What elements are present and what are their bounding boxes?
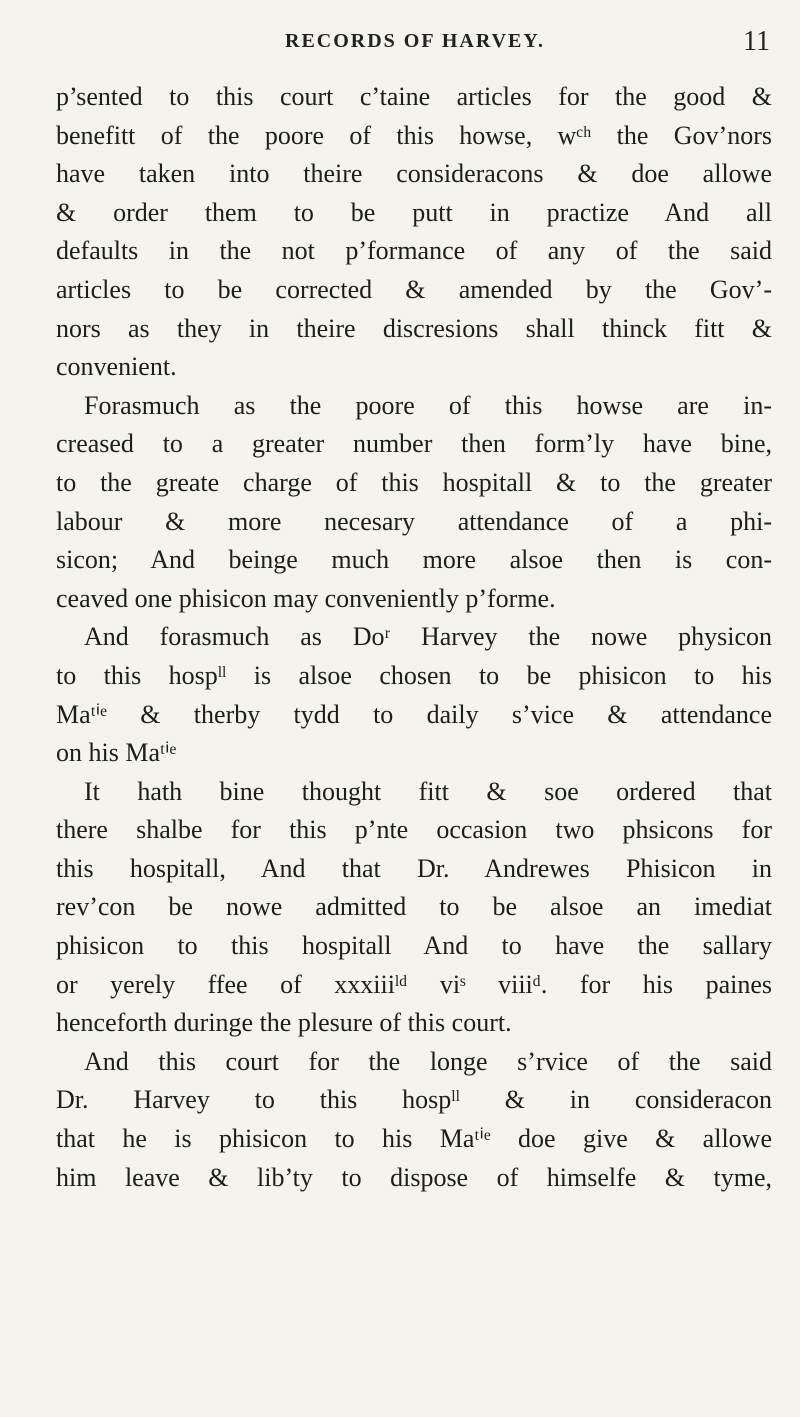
text-line: rev’con be nowe admitted to be alsoe an imediat bbox=[56, 892, 772, 922]
text-line: Maᵗⁱᵉ & therby tydd to daily s’vice & attendance bbox=[56, 699, 772, 729]
body-text bbox=[56, 78, 772, 1197]
text-line: benefitt of the poore of this howse, wᶜʰ the Gov’nors bbox=[56, 120, 772, 150]
running-head bbox=[60, 24, 770, 64]
text-line: defaults in the not p’formance of any of the said bbox=[56, 236, 772, 266]
text-line: Dr. Harvey to this hospˡˡ & in consideracon bbox=[56, 1085, 772, 1115]
text-line: nors as they in theire discresions shall thinck fitt & bbox=[56, 313, 772, 343]
text-line: to the greate charge of this hospitall & to the greater bbox=[56, 467, 772, 497]
text-line: & order them to be putt in practize And all bbox=[56, 197, 772, 227]
text-line: articles to be corrected & amended by the Gov’- bbox=[56, 274, 772, 304]
text-line: henceforth duringe the plesure of this court. bbox=[56, 1008, 512, 1038]
text-line: Forasmuch as the poore of this howse are in- bbox=[84, 390, 772, 420]
running-title: RECORDS OF HARVEY. bbox=[285, 30, 545, 52]
text-line: p’sented to this court c’taine articles for the good & bbox=[56, 82, 772, 111]
text-line: or yerely ffee of xxxiiiˡᵈ viˢ viiiᵈ. for his paines bbox=[56, 969, 772, 999]
text-line: ceaved one phisicon may conveniently p’forme. bbox=[56, 583, 556, 613]
text-line: to this hospˡˡ is alsoe chosen to be phisicon to his bbox=[56, 660, 772, 690]
text-line: convenient. bbox=[56, 352, 177, 382]
text-line: that he is phisicon to his Maᵗⁱᵉ doe give & allowe bbox=[56, 1124, 772, 1154]
text-line: there shalbe for this p’nte occasion two phsicons for bbox=[56, 815, 772, 845]
text-line: labour & more necesary attendance of a phi- bbox=[56, 506, 772, 536]
text-line: this hospitall, And that Dr. Andrewes Phisicon in bbox=[56, 853, 772, 883]
text-line: phisicon to this hospitall And to have the sallary bbox=[56, 931, 772, 961]
text-line: It hath bine thought fitt & soe ordered that bbox=[84, 776, 772, 806]
page-number: 11 bbox=[743, 26, 770, 57]
text-line: have taken into theire consideracons & doe allowe bbox=[56, 159, 772, 189]
text-line: creased to a greater number then form’ly have bine, bbox=[56, 429, 772, 459]
text-line: And this court for the longe s’rvice of the said bbox=[84, 1046, 772, 1076]
text-line: him leave & lib’ty to dispose of himselfe & tyme, bbox=[56, 1162, 772, 1192]
text-line: on his Maᵗⁱᵉ bbox=[56, 738, 177, 768]
text-line: sicon; And beinge much more alsoe then is con- bbox=[56, 545, 772, 575]
text-line: And forasmuch as Doʳ Harvey the nowe physicon bbox=[84, 622, 772, 652]
